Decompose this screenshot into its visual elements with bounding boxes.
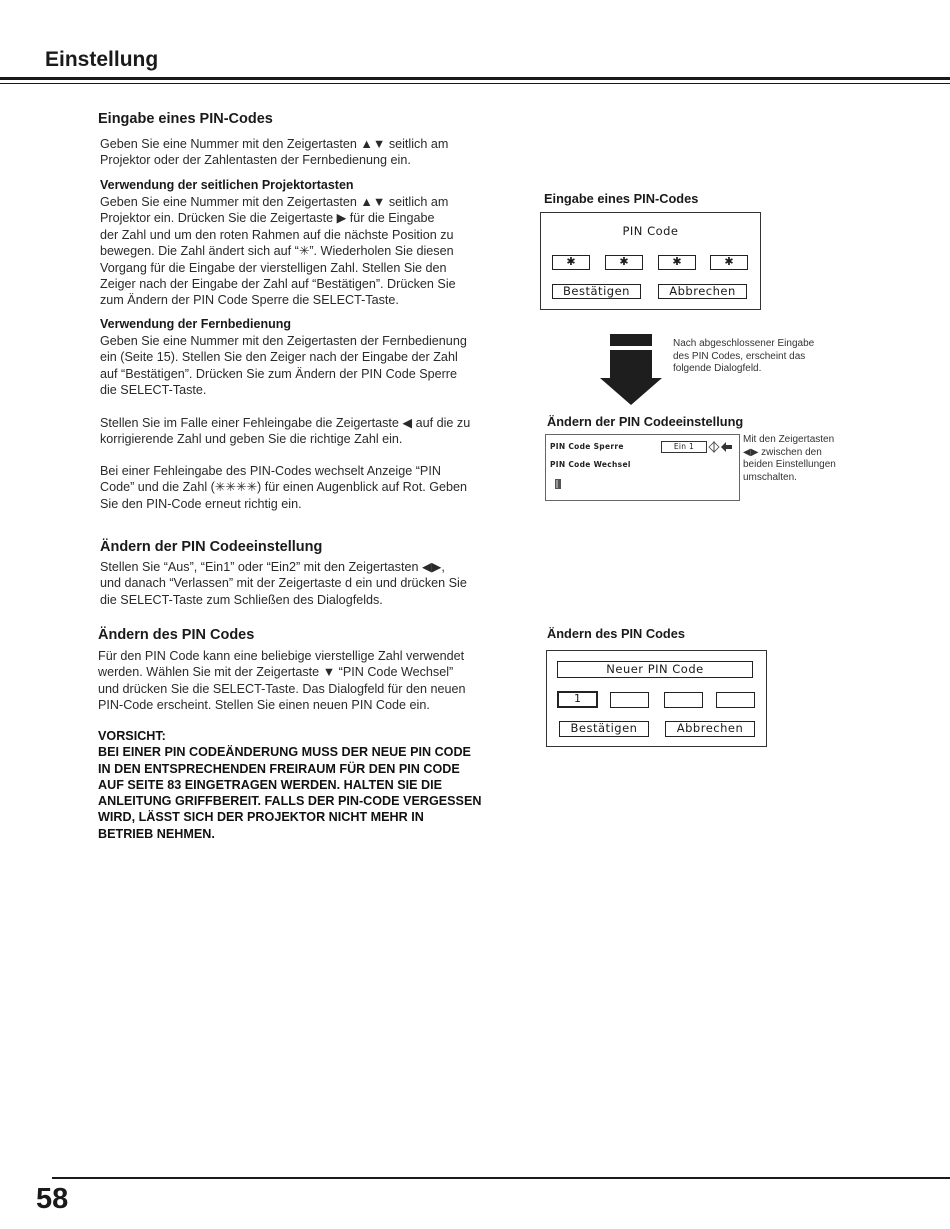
side-keys-text	[100, 194, 456, 309]
pin-digit-box[interactable]	[664, 692, 703, 708]
caution-block	[98, 728, 481, 842]
text-line: Projektor ein. Drücken Sie die Zeigertaste ▶ für die Eingabe	[100, 211, 435, 226]
section-title-pin-change: Ändern des PIN Codes	[98, 627, 255, 643]
text-line: Für den PIN Code kann eine beliebige vierstellige Zahl verwendet	[98, 649, 465, 663]
text-line: auf “Bestätigen”. Drücken Sie zum Ändern der PIN Code Sperre	[100, 366, 457, 381]
pin-digit-box-active[interactable]: 1	[557, 691, 598, 708]
caution-line: AUF SEITE 83 EINGETRAGEN WERDEN. HALTEN SIE DIE	[98, 777, 443, 792]
exit-icon[interactable]	[554, 478, 562, 490]
text-line: Vorgang für die Eingabe der vierstelligen Zahl. Stellen Sie den	[100, 260, 447, 275]
note-line: Mit den Zeigertasten	[743, 434, 835, 445]
text-line: zum Ändern der PIN Code Sperre die SELECT-Taste.	[100, 293, 399, 308]
text-line: PIN-Code erscheint. Stellen Sie einen neuen PIN Code ein.	[98, 698, 430, 713]
remote-text	[100, 333, 467, 399]
caution-line: BETRIEB NEHMEN.	[98, 826, 215, 841]
caution-line: ANLEITUNG GRIFFBEREIT. FALLS DER PIN-CODE VERGESSEN	[98, 794, 482, 809]
pin-digit-box[interactable]	[716, 692, 755, 708]
text-line: Projektor oder der Zahlentasten der Fernbedienung ein.	[100, 153, 411, 168]
note-line: beiden Einstellungen	[743, 459, 836, 470]
error-correction-text	[100, 415, 470, 448]
header-rule-thin	[0, 83, 950, 84]
text-line: korrigierende Zahl und geben Sie die richtige Zahl ein.	[100, 432, 403, 447]
figure-title-pin-change: Ändern des PIN Codes	[547, 626, 685, 641]
text-line: Stellen Sie im Falle einer Fehleingabe die Zeigertaste ◀ auf die zu	[100, 416, 471, 430]
pin-entry-intro	[100, 136, 448, 169]
text-line: bewegen. Die Zahl ändert sich auf “✳”. Wiederholen Sie diesen	[100, 244, 454, 259]
text-line: Geben Sie eine Nummer mit den Zeigertasten ▲▼ seitlich am	[100, 195, 449, 209]
pin-digit-box[interactable]: ✱	[605, 255, 643, 270]
error-display-text	[100, 463, 467, 512]
note-line: des PIN Codes, erscheint das	[673, 350, 806, 362]
cancel-button[interactable]: Abbrechen	[665, 721, 755, 737]
cancel-button[interactable]: Abbrechen	[658, 284, 747, 299]
text-line: und drücken Sie die SELECT-Taste. Das Dialogfeld für den neuen	[98, 681, 466, 696]
dialog-title: Neuer PIN Code	[557, 661, 753, 678]
pin-setting-text	[100, 559, 467, 608]
arrow-down-icon	[600, 334, 662, 406]
text-line: Geben Sie eine Nummer mit den Zeigertasten ▲▼ seitlich am	[100, 137, 449, 151]
note-line: umschalten.	[743, 471, 797, 483]
caution-line: IN DEN ENTSPRECHENDEN FREIRAUM FÜR DEN PIN CODE	[98, 761, 460, 776]
confirm-button[interactable]: Bestätigen	[552, 284, 641, 299]
pin-entry-dialog	[540, 212, 761, 310]
text-line: Zeiger nach der Eingabe der Zahl auf “Bestätigen”. Drücken Sie	[100, 277, 456, 292]
pin-digit-box[interactable]: ✱	[552, 255, 590, 270]
pin-change-text	[98, 648, 466, 714]
pin-change-label: PIN Code Wechsel	[550, 460, 631, 469]
caution-line: WIRD, LÄSST SICH DER PROJEKTOR NICHT MEHR IN	[98, 810, 424, 825]
subsection-title-remote: Verwendung der Fernbedienung	[100, 317, 291, 331]
text-line: werden. Wählen Sie mit der Zeigertaste ▼ “PIN Code Wechsel”	[98, 665, 454, 680]
page-number: 58	[36, 1183, 69, 1215]
text-line: der Zahl und um den roten Rahmen auf die nächste Position zu	[100, 227, 454, 242]
pin-entry-note	[673, 338, 814, 376]
text-line: Bei einer Fehleingabe des PIN-Codes wechselt Anzeige “PIN	[100, 464, 441, 478]
text-line: und danach “Verlassen” mit der Zeigertaste d ein und drücken Sie	[100, 576, 467, 591]
section-title-pin-entry: Eingabe eines PIN-Codes	[98, 111, 273, 127]
text-line: Stellen Sie “Aus”, “Ein1” oder “Ein2” mit den Zeigertasten ◀▶,	[100, 560, 445, 574]
figure-title-pin-entry: Eingabe eines PIN-Codes	[544, 191, 699, 206]
pin-lock-label: PIN Code Sperre	[550, 442, 624, 451]
header-rule-thick	[0, 77, 950, 80]
pin-digit-box[interactable]: ✱	[710, 255, 748, 270]
pin-lock-value[interactable]: Ein 1	[661, 441, 707, 453]
pin-digit-box[interactable]	[610, 692, 649, 708]
pin-setting-note	[743, 434, 836, 484]
left-right-icon	[708, 441, 720, 453]
page-title: Einstellung	[45, 48, 159, 71]
subsection-title-side-keys: Verwendung der seitlichen Projektortasten	[100, 178, 354, 192]
footer-rule	[52, 1177, 950, 1179]
pin-digit-box[interactable]: ✱	[658, 255, 696, 270]
section-title-pin-setting: Ändern der PIN Codeeinstellung	[100, 539, 323, 555]
new-pin-dialog	[546, 650, 767, 747]
caution-label: VORSICHT:	[98, 729, 166, 743]
text-line: ein (Seite 15). Stellen Sie den Zeiger nach der Eingabe der Zahl	[100, 350, 458, 365]
note-line: Nach abgeschlossener Eingabe	[673, 338, 815, 349]
pin-setting-dialog	[545, 434, 740, 501]
text-line: die SELECT-Taste zum Schließen des Dialogfelds.	[100, 592, 383, 607]
note-line: ◀▶ zwischen den	[743, 446, 822, 458]
text-line: Code” und die Zahl (✳✳✳✳) für einen Augenblick auf Rot. Geben	[100, 480, 468, 495]
caution-line: BEI EINER PIN CODEÄNDERUNG MUSS DER NEUE PIN CODE	[98, 745, 471, 760]
text-line: Geben Sie eine Nummer mit den Zeigertasten der Fernbedienung	[100, 334, 467, 348]
dialog-title: PIN Code	[622, 224, 679, 238]
return-arrow-icon	[721, 441, 733, 453]
text-line: die SELECT-Taste.	[100, 383, 207, 398]
confirm-button[interactable]: Bestätigen	[559, 721, 649, 737]
figure-title-pin-setting: Ändern der PIN Codeeinstellung	[547, 414, 744, 429]
note-line: folgende Dialogfeld.	[673, 363, 762, 374]
text-line: Sie den PIN-Code erneut richtig ein.	[100, 496, 302, 511]
